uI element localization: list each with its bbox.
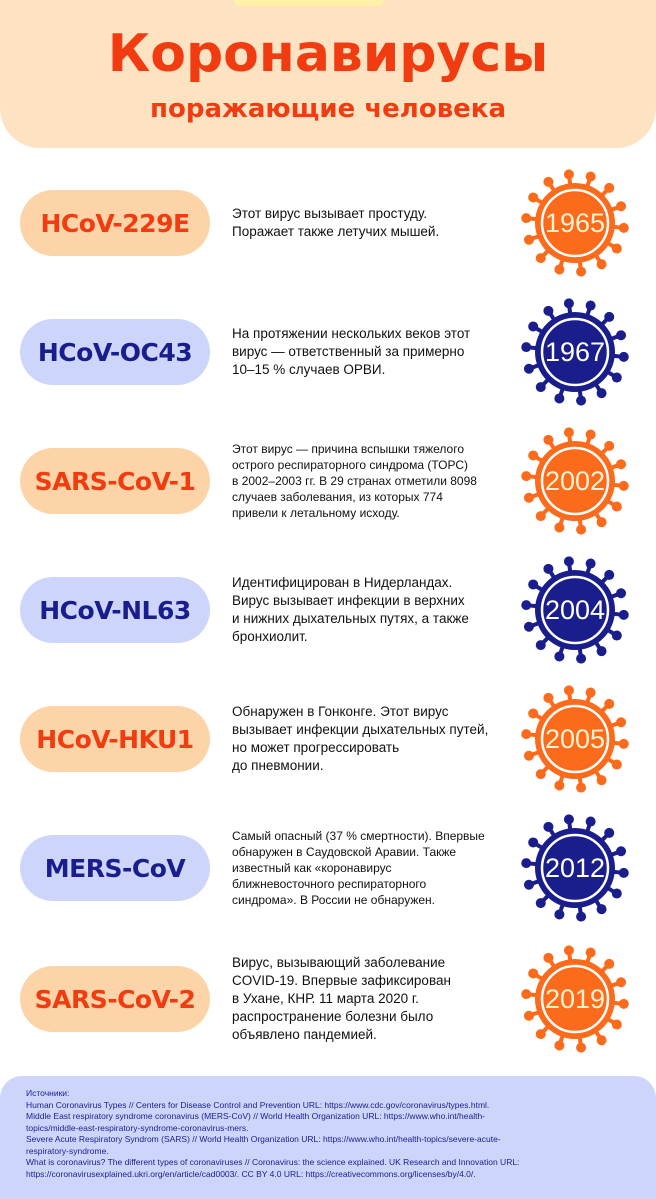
virus-row <box>0 684 656 794</box>
description-line: 10–15 % случаев ОРВИ. <box>232 362 386 377</box>
discovery-year: 2019 <box>544 983 606 1014</box>
virus-description <box>232 441 512 521</box>
source-line: Severe Acute Respiratory Syndrom (SARS) // World Health Organization URL: https://www.who.int/health-topics/severe-acute- <box>26 1134 501 1144</box>
description-line: в 2002–2003 гг. В 29 странах отметили 8098 <box>232 474 477 488</box>
page-title: Коронавирусы <box>107 24 549 84</box>
discovery-year: 2002 <box>544 465 606 496</box>
source-line: Human Coronavirus Types // Centers for Disease Control and Prevention URL: https://www.cdc.gov/coronavirus/types.html. <box>26 1099 490 1110</box>
description-line: ближневосточного респираторного <box>232 877 427 891</box>
virus-name-badge: HCoV-OC43 <box>20 319 210 385</box>
description-line: до пневмонии. <box>232 758 324 773</box>
discovery-year: 2005 <box>544 723 606 754</box>
description-line: случаев заболевания, из которых 774 <box>232 490 443 504</box>
description-line: Самый опасный (37 % смертности). Впервые <box>232 829 485 843</box>
description-line: Идентифицирован в Нидерландах. <box>232 575 453 590</box>
virus-row <box>0 297 656 407</box>
virus-icon <box>520 426 630 536</box>
discovery-year: 2012 <box>544 852 606 883</box>
virus-icon <box>520 555 630 665</box>
source-line: respiratory-syndrome. <box>26 1145 109 1156</box>
description-line: синдрома». В России не обнаружен. <box>232 893 435 907</box>
discovery-year: 2004 <box>544 594 606 625</box>
description-line: и нижних дыхательных путях, а также <box>232 611 469 626</box>
virus-row <box>0 813 656 923</box>
virus-description <box>232 205 512 241</box>
description-line: Этот вирус вызывает простуду. <box>232 206 428 221</box>
virus-description <box>232 828 512 908</box>
description-line: Вирус вызывает инфекции в верхних <box>232 593 465 608</box>
description-line: Обнаружен в Гонконге. Этот вирус <box>232 704 449 719</box>
description-line: обнаружен в Саудовской Аравии. Также <box>232 845 457 859</box>
virus-row <box>0 168 656 278</box>
description-line: Вирус, вызывающий заболевание <box>232 955 446 970</box>
virus-icon <box>520 944 630 1054</box>
virus-name-badge: SARS-CoV-2 <box>20 966 210 1032</box>
header-banner <box>0 0 656 148</box>
virus-icon <box>520 168 630 278</box>
virus-row <box>0 944 656 1054</box>
page-subtitle: поражающие человека <box>150 94 506 124</box>
virus-description <box>232 954 512 1044</box>
description-line: известный как «коронавирус <box>232 861 392 875</box>
virus-icon <box>520 297 630 407</box>
virus-icon <box>520 684 630 794</box>
virus-description <box>232 703 512 775</box>
source-line: What is coronavirus? The different types of coronaviruses // Coronavirus: the science explained. UK Research and Innovation URL: <box>26 1157 520 1167</box>
virus-description <box>232 325 512 379</box>
description-line: COVID-19. Впервые зафиксирован <box>232 973 451 988</box>
discovery-year: 1967 <box>544 336 606 367</box>
description-line: На протяжении нескольких веков этот <box>232 326 471 341</box>
sources-heading: Источники: <box>26 1088 70 1098</box>
virus-name-badge: SARS-CoV-1 <box>20 448 210 514</box>
description-line: Этот вирус — причина вспышки тяжелого <box>232 442 465 456</box>
description-line: объявлено пандемией. <box>232 1027 377 1042</box>
description-line: вирус — ответственный за примерно <box>232 344 465 359</box>
virus-name-badge: HCoV-229E <box>20 190 210 256</box>
virus-name-badge: HCoV-NL63 <box>20 577 210 643</box>
decorative-strip <box>234 0 384 6</box>
description-line: в Ухане, КНР. 11 марта 2020 г. <box>232 991 419 1006</box>
description-line: Поражает также летучих мышей. <box>232 224 440 239</box>
description-line: бронхиолит. <box>232 629 308 644</box>
source-line: https://coronavirusexplained.ukri.org/en/article/cad0003/. CC BY 4.0 URL: https://creativecommons.org/licenses/by/4.0/. <box>26 1168 476 1179</box>
virus-row <box>0 555 656 665</box>
description-line: острого респираторного синдрома (ТОРС) <box>232 458 468 472</box>
virus-row <box>0 426 656 536</box>
description-line: вызывает инфекции дыхательных путей, <box>232 722 489 737</box>
virus-name-badge: MERS-CoV <box>20 835 210 901</box>
source-line: Middle East respiratory syndrome coronavirus (MERS-CoV) // World Health Organization URL: https://www.who.int/health- <box>26 1111 486 1121</box>
description-line: но может прогрессировать <box>232 740 400 755</box>
source-line: topics/middle-east-respiratory-syndrome-coronavirus-mers. <box>26 1122 249 1133</box>
virus-description <box>232 574 512 646</box>
sources-panel <box>0 1076 656 1199</box>
virus-name-badge: HCoV-HKU1 <box>20 706 210 772</box>
discovery-year: 1965 <box>544 207 606 238</box>
description-line: распространение болезни было <box>232 1009 434 1024</box>
virus-icon <box>520 813 630 923</box>
description-line: привели к летальному исходу. <box>232 506 400 520</box>
